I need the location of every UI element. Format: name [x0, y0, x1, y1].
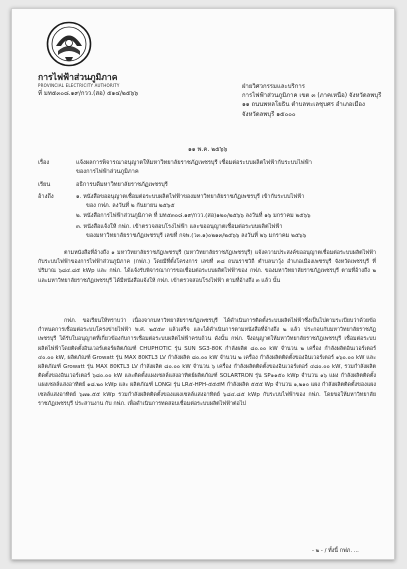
letter-date: ๑๑ พ.ค. ๒๕๖๖ [188, 146, 228, 153]
page-footer: - ๒ - / ทั้งนี้ กฟภ. ... [312, 548, 359, 554]
reference-item: ๑. หนังสือขออนุญาตเชื่อมต่อระบบผลิตไฟฟ้าของมหาวิทยาลัยราชภัฏเพชรบุรี เข้ากับระบบไฟฟ้า [76, 194, 305, 200]
address-line: จังหวัดลพบุรี ๑๕๐๐๐ [242, 110, 296, 118]
org-name-english: PROVINCIAL ELECTRICITY AUTHORITY [38, 83, 120, 88]
body-paragraph: ตามหนังสือที่อ้างถึง ๑ มหาวิทยาลัยราชภัฏเพชรบุรี (มหาวิทยาลัยราชภัฏเพชรบุรี) แจ้งความประสงค์ขออนุญาตเชื่อมต่อระบบผลิตไฟฟ้ากับระบบไฟฟ้าของการไฟฟ้าส่วนภูมิภาค (กฟภ.) โดยมีที่ตั้งโครงการ เลขที่ ๓๘ ถนนราชวิถี ตำบลนาวุ้ง อำเภอเมืองเพชรบุรี จังหวัดเพชรบุรี ที่ปริมาณ ๖๘๔.๘๕ kWp และ กฟภ. ได้แจ้งรับพิจารณาการขอเชื่อมต่อระบบผลิตไฟฟ้าของ กฟภ. ของมหาวิทยาลัยราชภัฏเพชรบุรี ตามที่อ้างถึง ๒ และมหาวิทยาลัยราชภัฏเพชรบุรี ได้มีหนังสือแจ้งให้ กฟภ. เข้าตรวจสอบโรงไฟฟ้า ตามที่อ้างถึง ๓ แล้ว นั้น [38, 250, 376, 284]
reference-number: ที่ มท๕๓๐๘.๑๙/กวว.(สอ) ๕๑๔/๒๕๖๖ [38, 90, 138, 97]
subject-label: เรื่อง [38, 160, 50, 166]
letter-page [11, 8, 395, 560]
address-line: การไฟฟ้าส่วนภูมิภาค เขต ๓ (ภาคเหนือ) จังหวัดลพบุรี [242, 92, 382, 100]
reference-item: ของมหาวิทยาลัยราชภัฏเพชรบุรี เลขที่ กจพ.(ว๓.๑)๐๒๑๓/๒๕๖๖ ลงวันที่ ๒๖ มกราคม ๒๕๖๖ [86, 233, 307, 239]
recipient-text: อธิการบดีมหาวิทยาลัยราชภัฏเพชรบุรี [76, 182, 168, 188]
references-label: อ้างถึง [38, 194, 54, 200]
body-paragraph: กฟภ. ขอเรียนให้ทราบว่า เนื่องจากมหาวิทยาลัยราชภัฏเพชรบุรี ได้ดำเนินการติดตั้งระบบผลิตไฟฟ้าซึ่งเป็นไปตามระเบียบว่าด้วยข้อกำหนดการเชื่อมต่อระบบโครงข่ายไฟฟ้า พ.ศ. ๒๕๕๙ แล้วเสร็จ และได้ดำเนินการตามหนังสือที่อ้างถึง ๒ แล้ว ประกอบกับมหาวิทยาลัยราชภัฏเพชรบุรี ได้รับใบอนุญาตที่เกี่ยวข้องกับการเชื่อมต่อระบบผลิตไฟฟ้าครบถ้วน ดังนั้น กฟภ. จึงอนุญาตให้มหาวิทยาลัยราชภัฏเพชรบุรี เชื่อมต่อระบบผลิตไฟฟ้าโดยติดตั้งอินเวอร์เตอร์ผลิตภัณฑ์ CHUPHOTIC รุ่น SUN SG3-80K กำลังผลิต ๘๐.๐๐ kW จำนวน ๒ เครื่อง กำลังผลิตอินเวอร์เตอร์ ๔๐.๐๐ kW, ผลิตภัณฑ์ Growatt รุ่น MAX 80KTL3 LV กำลังผลิต ๘๐.๐๐ kW จำนวน ๒ เครื่อง กำลังผลิตติดตั้งของอินเวอร์เตอร์ ๑๖๐.๐๐ kW และ ผลิตภัณฑ์ Growatt รุ่น MAX 80KTL3 LV กำลังผลิต ๘๐.๐๐ kW จำนวน ๖ เครื่อง กำลังผลิตติดตั้งของอินเวอร์เตอร์ ๔๘๐.๐๐ kW, รวมกำลังผลิตติดตั้งของอินเวอร์เตอร์ ๖๘๐.๐๐ kW และติดตั้งแผงเซลล์แสงอาทิตย์ผลิตภัณฑ์ SOLARTRON รุ่น SP๑๑๕๐ kWp จำนวน ๑๖ แผง กำลังผลิตติดตั้งแผงเซลล์แสงอาทิตย์ ๑๘.๒๐ kWp และ ผลิตภัณฑ์ LONGi รุ่น LR๕-HPH-๕๕๕M กำลังผลิต ๕๕๕ Wp จำนวน ๑,๒๑๐ แผง กำลังผลิตติดตั้งของแผงเซลล์แสงอาทิตย์ ๖๗๑.๕๕ kWp รวมกำลังผลิตติดตั้งของแผงเซลล์แสงอาทิตย์ ๖๘๔.๘๕ kWp กับระบบไฟฟ้าของ กฟภ. โดยขอให้มหาวิทยาลัยราชภัฏเพชรบุรี ประสานงาน กับ กฟภ. เพื่อดำเนินการทดสอบเชื่อมต่อระบบผลิตไฟฟ้าต่อไป [38, 318, 376, 407]
sender-address [242, 82, 381, 119]
reference-item: ๒. หนังสือการไฟฟ้าส่วนภูมิภาค ที่ มท๕๓๐๘.๑๙/กวว.(สอ)๑๒๐/๒๕๖๖ ลงวันที่ ๑๖ มกราคม ๒๕๖๖ [76, 213, 311, 219]
address-line: ฝ่ายวิศวกรรมและบริการ [242, 83, 306, 90]
reference-item: ๓. หนังสือแจ้งให้ กฟภ. เข้าตรวจสอบโรงไฟฟ้า และขออนุญาตเชื่อมต่อระบบผลิตไฟฟ้า [76, 224, 283, 230]
address-line: ๑๑ ถนนพหลโยธิน ตำบลทะเลชุบศร อำเภอเมือง [242, 101, 365, 109]
subject-line: ของการไฟฟ้าส่วนภูมิภาค [76, 169, 139, 176]
org-name-thai: การไฟฟ้าส่วนภูมิภาค [38, 73, 118, 83]
subject-line: แจ้งผลการพิจารณาอนุญาตให้มหาวิทยาลัยราชภัฏเพชรบุรี เชื่อมต่อระบบผลิตไฟฟ้ากับระบบไฟฟ้า [76, 160, 312, 166]
pea-emblem-icon [46, 21, 92, 67]
recipient-label: เรียน [38, 182, 51, 188]
reference-item: ของ กฟภ. ลงวันที่ ๒ กันยายน ๒๕๖๕ [86, 203, 175, 209]
